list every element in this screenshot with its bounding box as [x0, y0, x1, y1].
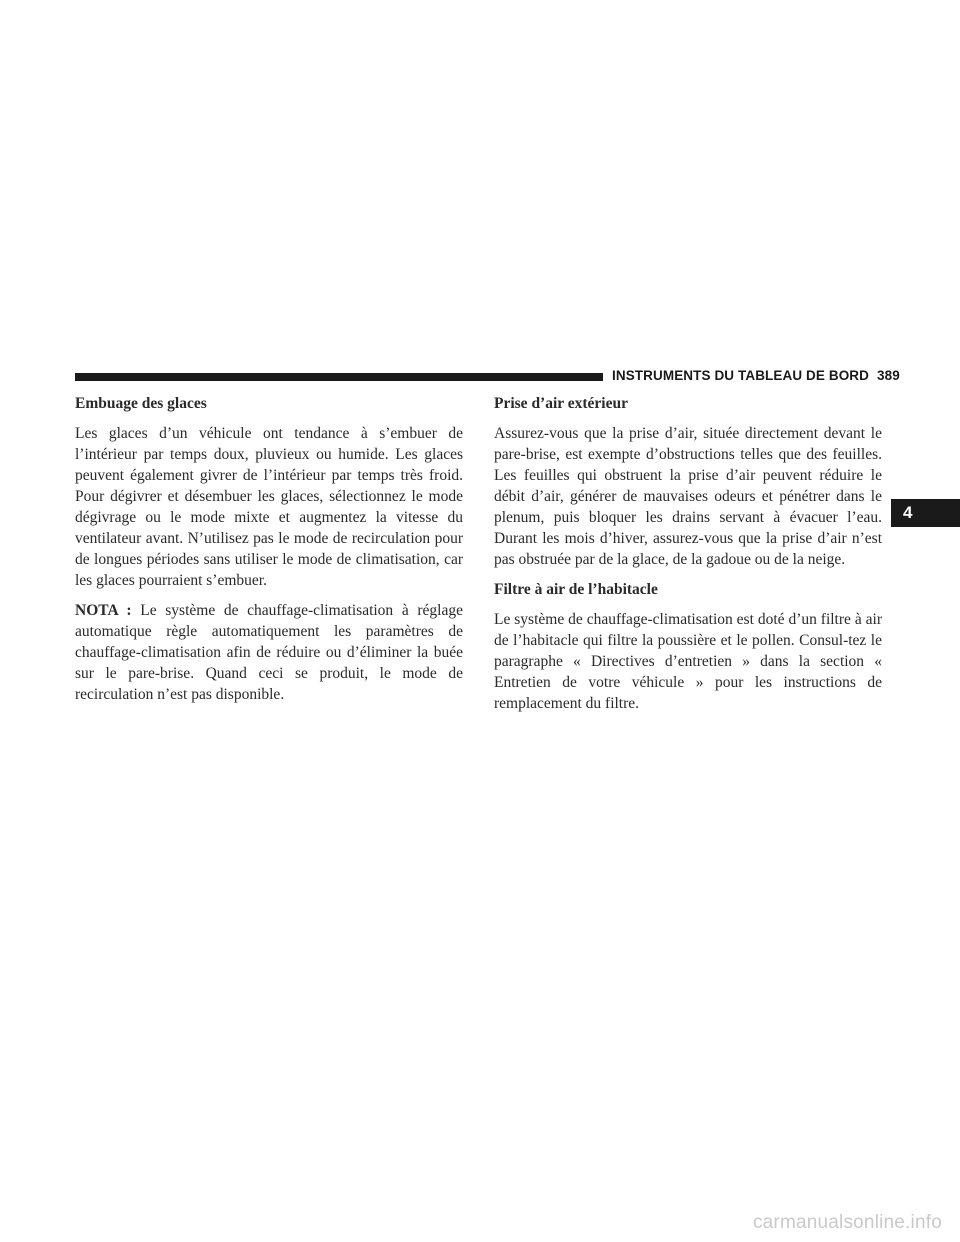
running-header [612, 368, 900, 383]
right-column [494, 393, 882, 723]
section-heading-fogging: Embuage des glaces [75, 395, 207, 412]
paragraph-air-intake: Assurez-vous que la prise d’air, située directement devant le pare-brise, est exempte d’obstructions telles que des feuilles. Les feuilles qui obstruent la prise d’air peuvent réduire le débit d’air, générer de mauvaises odeurs et pénétrer dans le plenum, puis bloquer les drains servant à évacuer l’eau. Durant les mois d’hiver, assurez-vous que la prise d’air n’est pas obstruée par de la glace, de la gadoue ou de la neige. [494, 425, 882, 568]
header-rule [75, 373, 603, 381]
section-heading-cabin-filter: Filtre à air de l’habitacle [494, 581, 658, 598]
page-number: 389 [877, 368, 900, 383]
note-label: NOTA : [75, 602, 132, 619]
watermark: carmanualsonline.info [752, 1212, 942, 1233]
section-heading-air-intake: Prise d’air extérieur [494, 395, 628, 412]
note-paragraph [75, 600, 463, 705]
paragraph-cabin-filter: Le système de chauffage-climatisation est doté d’un filtre à air de l’habitacle qui filtre la poussière et le pollen. Consul-tez le paragraphe « Directives d’entretien » dans la section « Entretien de votre véhicule » pour les instructions de remplacement du filtre. [494, 611, 882, 712]
note-text: Le système de chauffage-climatisation à réglage automatique règle automatiquement les paramètres de chauffage-climatisation afin de réduire ou d’éliminer la buée sur le pare-brise. Quand ceci se produit, le mode de recirculation n’est pas disponible. [75, 602, 463, 703]
chapter-tab: 4 [891, 499, 960, 527]
left-column [75, 393, 463, 714]
header-title: INSTRUMENTS DU TABLEAU DE BORD [612, 368, 869, 383]
paragraph-fogging: Les glaces d’un véhicule ont tendance à s’embuer de l’intérieur par temps doux, pluvieux ou humide. Les glaces peuvent également givrer de l’intérieur par temps très froid. Pour dégivrer et désembuer les glaces, sélectionnez le mode dégivrage ou le mode mixte et augmentez la vitesse du ventilateur avant. N’utilisez pas le mode de recirculation pour de longues périodes sans utiliser le mode de climatisation, car les glaces pourraient s’embuer. [75, 425, 463, 589]
